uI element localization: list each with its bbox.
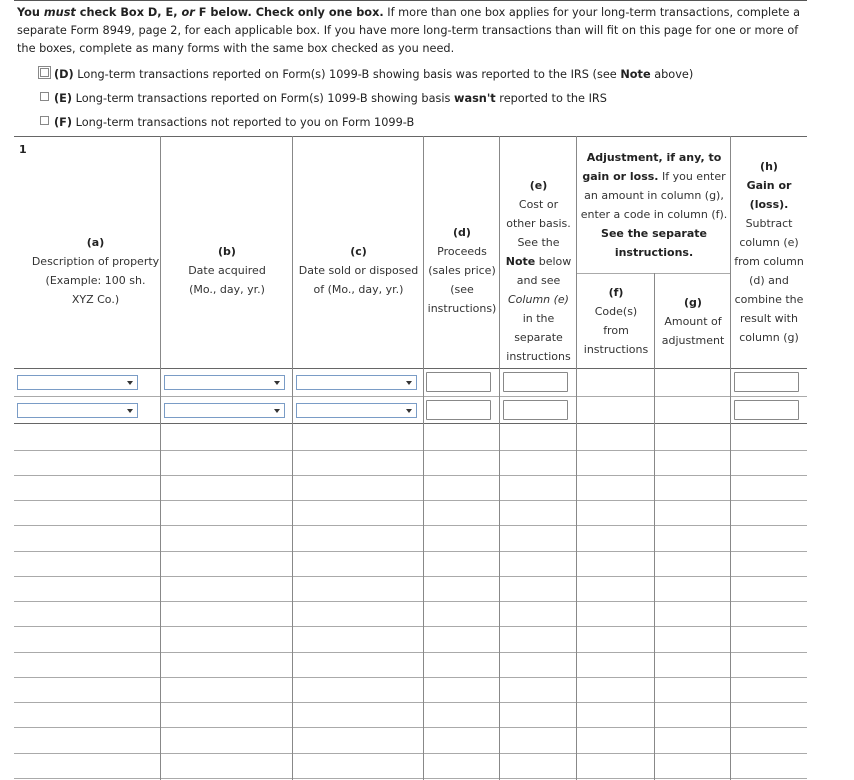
header-col-c: (c) Date sold or disposed of (Mo., day, yr.) (298, 245, 419, 296)
header-col-e: (e) Cost or other basis. See the Note below and see Column (e) in the separate instructions (505, 179, 572, 363)
option-box-f[interactable]: (F) Long-term transactions not reported to you on Form 1099-B (40, 116, 414, 130)
checkbox-f[interactable] (40, 116, 49, 125)
gain-loss-input-row2[interactable] (734, 400, 799, 420)
cost-basis-input-row1[interactable] (503, 372, 568, 392)
header-col-h: (h) Gain or (loss). Subtract column (e) from column (d) and combine the result with column (g) (734, 160, 804, 344)
description-select-row1[interactable] (17, 375, 138, 390)
proceeds-input-row1[interactable] (426, 372, 491, 392)
option-box-e[interactable]: (E) Long-term transactions reported on Form(s) 1099-B showing basis wasn't reported to the IRS (40, 92, 607, 106)
checkbox-e[interactable] (40, 92, 49, 101)
header-col-g: (g) Amount of adjustment (661, 296, 725, 347)
date-acquired-select-row1[interactable] (164, 375, 285, 390)
gain-loss-input-row1[interactable] (734, 372, 799, 392)
line-number: 1 (19, 143, 27, 156)
date-acquired-select-row2[interactable] (164, 403, 285, 418)
option-box-d[interactable]: (D) Long-term transactions reported on Form(s) 1099-B showing basis was reported to the IRS (see Note above) (40, 68, 693, 82)
date-sold-select-row1[interactable] (296, 375, 417, 390)
top-rule (14, 0, 807, 1)
cost-basis-input-row2[interactable] (503, 400, 568, 420)
header-col-f: (f) Code(s) from instructions (583, 286, 649, 356)
description-select-row2[interactable] (17, 403, 138, 418)
checkbox-d[interactable] (40, 68, 49, 77)
instructions-paragraph: You must check Box D, E, or F below. Check only one box. If more than one box applies for your long-term transactions, complete a separate Form 8949, page 2, for each applicable box. If you have more long-term transactions than will fit on this page for one or more of the boxes, complete as many forms with the same box checked as you need. (17, 6, 801, 56)
header-adjustment: Adjustment, if any, to gain or loss. If you enter an amount in column (g), enter a code in column (f). See the separate instructions. (580, 151, 728, 259)
header-col-a: (a) Description of property (Example: 100 sh. XYZ Co.) (31, 236, 160, 306)
header-col-d: (d) Proceeds (sales price) (see instructions) (427, 226, 497, 315)
header-col-b: (b) Date acquired (Mo., day, yr.) (188, 245, 266, 296)
proceeds-input-row2[interactable] (426, 400, 491, 420)
date-sold-select-row2[interactable] (296, 403, 417, 418)
